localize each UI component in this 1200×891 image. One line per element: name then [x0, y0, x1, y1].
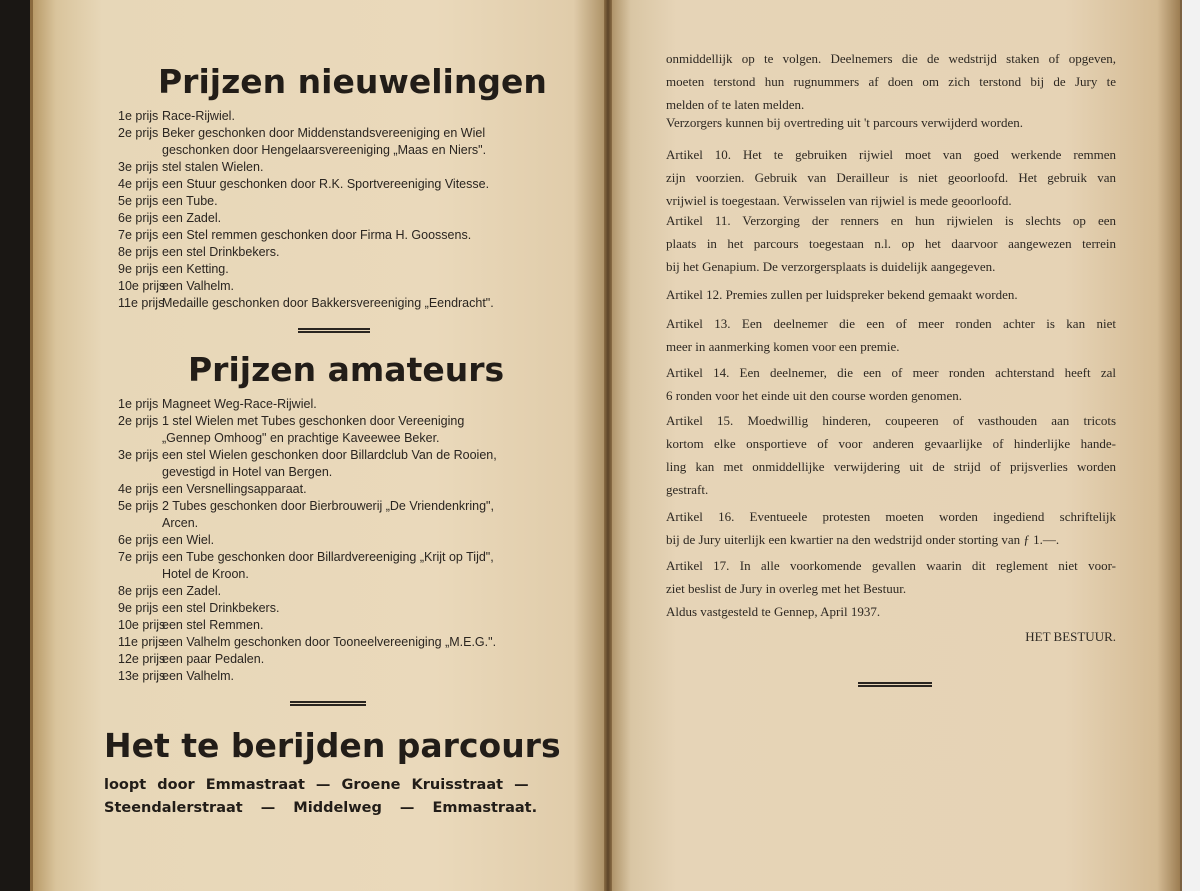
text-line: Artikel 13. Een deelnemer die een of meer ronden achter is kan niet — [666, 316, 1116, 331]
article-14 — [666, 361, 1116, 407]
prize-item — [118, 176, 568, 193]
text-line: Artikel 12. Premies zullen per luidspreker bekend gemaakt worden. — [666, 287, 1018, 302]
text-line: gestraft. — [666, 482, 709, 497]
text-line: melden of te laten melden. — [666, 97, 805, 112]
route-line: loopt door Emmastraat — Groene Kruisstraat — — [104, 777, 529, 793]
prize-item — [118, 532, 568, 549]
prize-text: 2 Tubes geschonken door Bierbrouwerij „De Vriendenkring", — [162, 499, 494, 513]
text-line: Artikel 16. Eventueele protesten moeten worden ingediend schriftelijk — [666, 509, 1116, 524]
prize-text-continuation: Hotel de Kroon. — [162, 567, 249, 581]
prize-item — [118, 244, 568, 261]
text-line: Artikel 14. Een deelnemer, die een of meer ronden achterstand heeft zal — [666, 365, 1116, 380]
title-prizes-newcomers: Prijzen nieuwelingen — [158, 62, 547, 101]
prize-rank: 3e prijs — [118, 448, 159, 462]
prize-text: een stel Drinkbekers. — [162, 601, 280, 615]
prize-rank: 1e prijs — [118, 397, 159, 411]
prize-text: een Versnellingsapparaat. — [162, 482, 307, 496]
signature: HET BESTUUR. — [1025, 629, 1116, 644]
prize-rank: 5e prijs — [118, 194, 159, 208]
prize-text: een stel Wielen geschonken door Billardclub Van de Rooien, — [162, 448, 497, 462]
text-line: kortom elke onsportieve of voor anderen gevaarlijke of hinderlijke hande- — [666, 436, 1116, 451]
article-11 — [666, 209, 1116, 278]
prize-text: een Valhelm. — [162, 669, 235, 683]
title-route: Het te berijden parcours — [104, 726, 561, 765]
prize-rank: 8e prijs — [118, 245, 159, 259]
prize-rank: 6e prijs — [118, 211, 159, 225]
prize-text-continuation: „Gennep Omhoog" en prachtige Kaveewee Beker. — [162, 431, 440, 445]
prize-rank: 10e prijs — [118, 279, 166, 293]
prize-rank: 3e prijs — [118, 160, 159, 174]
prize-text-continuation: Arcen. — [162, 516, 199, 530]
prize-text: een Ketting. — [162, 262, 229, 276]
text-line: onmiddellijk op te volgen. Deelnemers die de wedstrijd staken of opgeven, — [666, 51, 1116, 66]
prize-item — [118, 583, 568, 600]
section-divider — [290, 701, 366, 706]
text-line: bij de Jury uiterlijk een kwartier na den wedstrijd onder storting van ƒ 1.—. — [666, 532, 1060, 547]
prize-rank: 9e prijs — [118, 262, 159, 276]
article-16 — [666, 505, 1116, 551]
text-line: meer in aanmerking komen voor een premie. — [666, 339, 900, 354]
prize-text-continuation: gevestigd in Hotel van Bergen. — [162, 465, 333, 479]
article-15 — [666, 409, 1116, 501]
prize-rank: 11e prijs — [118, 635, 165, 649]
text-line: Artikel 11. Verzorging der renners en hun rijwielen is slechts op een — [666, 213, 1116, 228]
prize-item — [118, 498, 568, 515]
text-line: ziet beslist de Jury in overleg met het Bestuur. — [666, 581, 907, 596]
prize-text: een Valhelm. — [162, 279, 235, 293]
prize-text: een Valhelm geschonken door Tooneelvereeniging „M.E.G.". — [162, 635, 497, 649]
prize-item — [118, 549, 568, 566]
prize-rank: 1e prijs — [118, 109, 159, 123]
route-line: Steendalerstraat — Middelweg — Emmastraat. — [104, 800, 538, 816]
prize-rank: 6e prijs — [118, 533, 159, 547]
prize-item — [118, 481, 568, 498]
text-line: zijn voorzien. Gebruik van Derailleur is niet geoorloofd. Het gebruik van — [666, 170, 1116, 185]
prize-text: een Wiel. — [162, 533, 215, 547]
prize-text: Medaille geschonken door Bakkersvereeniging „Eendracht". — [162, 296, 494, 310]
prize-rank: 13e prijs — [118, 669, 166, 683]
text-line: moeten terstond hun rugnummers af doen om zich terstond bij de Jury te — [666, 74, 1116, 89]
text-line: Aldus vastgesteld te Gennep, April 1937. — [666, 604, 881, 619]
prize-text: een Tube. — [162, 194, 218, 208]
prize-rank: 2e prijs — [118, 126, 159, 140]
prize-text: een paar Pedalen. — [162, 652, 265, 666]
prize-item — [118, 668, 568, 685]
scan-edge — [1182, 0, 1200, 891]
prize-rank: 10e prijs — [118, 618, 166, 632]
prize-item — [118, 447, 568, 464]
page-gutter — [604, 0, 612, 891]
text-line: bij het Genapium. De verzorgersplaats is duidelijk aangegeven. — [666, 259, 996, 274]
prize-text: een stel Drinkbekers. — [162, 245, 280, 259]
article-10 — [666, 143, 1116, 212]
prize-text: Beker geschonken door Middenstandsvereeniging en Wiel — [162, 126, 486, 140]
prize-rank: 8e prijs — [118, 584, 159, 598]
title-prizes-amateurs: Prijzen amateurs — [188, 350, 505, 389]
prize-item — [118, 617, 568, 634]
prize-text: Magneet Weg-Race-Rijwiel. — [162, 397, 317, 411]
prize-text: een Stel remmen geschonken door Firma H. Goossens. — [162, 228, 472, 242]
prize-item — [118, 159, 568, 176]
prize-text: 1 stel Wielen met Tubes geschonken door Vereeniging — [162, 414, 465, 428]
prize-text: een stel Remmen. — [162, 618, 264, 632]
prize-item — [118, 413, 568, 430]
prize-item — [118, 634, 568, 651]
text-line: Artikel 17. In alle voorkomende gevallen waarin dit reglement niet voor- — [666, 558, 1116, 573]
section-divider — [298, 328, 370, 333]
paragraph-intro — [666, 47, 1116, 116]
prize-item — [118, 651, 568, 668]
prize-item — [118, 227, 568, 244]
prize-item — [118, 193, 568, 210]
prize-item — [118, 396, 568, 413]
prize-text: een Tube geschonken door Billardvereeniging „Krijt op Tijd", — [162, 550, 494, 564]
prize-text: een Zadel. — [162, 584, 222, 598]
prize-rank: 7e prijs — [118, 228, 159, 242]
prize-item — [118, 108, 568, 125]
prize-rank: 2e prijs — [118, 414, 159, 428]
prize-rank: 4e prijs — [118, 482, 159, 496]
prize-item — [118, 600, 568, 617]
prize-rank: 5e prijs — [118, 499, 159, 513]
prize-item — [118, 278, 568, 295]
text-line: ling kan met onmiddellijke verwijdering uit de strijd of prijsverlies worden — [666, 459, 1116, 474]
prize-item — [118, 210, 568, 227]
text-line: Verzorgers kunnen bij overtreding uit 't parcours verwijderd worden. — [666, 115, 1023, 130]
prize-rank: 9e prijs — [118, 601, 159, 615]
prize-text-continuation: geschonken door Hengelaarsvereeniging „Maas en Niers". — [162, 143, 487, 157]
article-17 — [666, 554, 1116, 623]
text-line: 6 ronden voor het einde uit den course worden genomen. — [666, 388, 963, 403]
text-line: plaats in het parcours toegestaan n.l. op het daarvoor aangewezen terrein — [666, 236, 1116, 251]
article-12 — [666, 283, 1116, 306]
prize-text: een Stuur geschonken door R.K. Sportvereeniging Vitesse. — [162, 177, 490, 191]
prizes-amateurs-list — [118, 396, 568, 685]
prize-item — [118, 295, 568, 312]
closing-divider — [858, 682, 932, 687]
prize-rank: 4e prijs — [118, 177, 159, 191]
paragraph-verzorgers — [666, 111, 1116, 134]
text-line: vrijwiel is toegestaan. Verwisselen van rijwiel is mede geoorloofd. — [666, 193, 1012, 208]
prize-text: Race-Rijwiel. — [162, 109, 235, 123]
prizes-newcomers-list — [118, 108, 568, 312]
prize-text: een Zadel. — [162, 211, 222, 225]
text-line: Artikel 15. Moedwillig hinderen, coupeeren of vasthouden aan tricots — [666, 413, 1116, 428]
prize-item — [118, 261, 568, 278]
article-13 — [666, 312, 1116, 358]
prize-text: stel stalen Wielen. — [162, 160, 264, 174]
prize-rank: 11e prijs — [118, 296, 165, 310]
prize-item — [118, 125, 568, 142]
prize-rank: 7e prijs — [118, 550, 159, 564]
text-line: Artikel 10. Het te gebruiken rijwiel moet van goed werkende remmen — [666, 147, 1116, 162]
prize-rank: 12e prijs — [118, 652, 166, 666]
regulations-text — [666, 47, 1116, 747]
